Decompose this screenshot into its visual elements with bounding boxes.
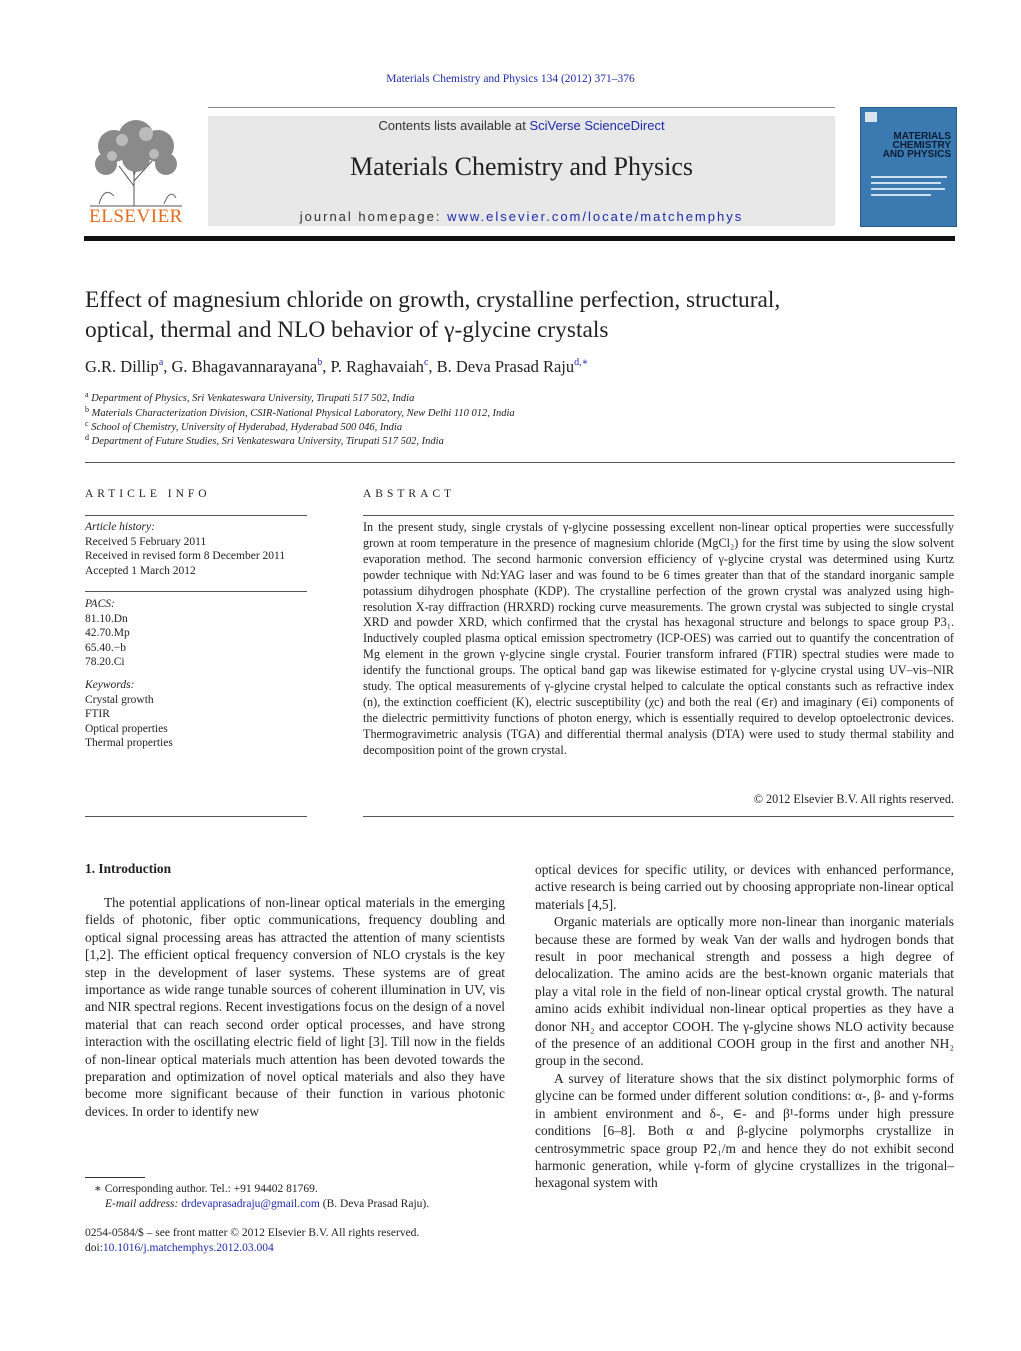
- affiliation-text: Materials Characterization Division, CSIR-National Physical Laboratory, New Delhi 110 012, India: [91, 408, 515, 419]
- history-item: Received 5 February 2011: [85, 535, 207, 548]
- author-name: G.R. Dillip: [85, 357, 159, 376]
- keywords-heading: Keywords:: [85, 679, 135, 691]
- header-thick-rule: [84, 236, 955, 241]
- elsevier-wordmark: ELSEVIER: [89, 206, 183, 227]
- cover-title: MATERIALS CHEMISTRY AND PHYSICS: [882, 131, 951, 160]
- journal-cover-thumbnail[interactable]: [860, 107, 957, 227]
- abstract-copyright: © 2012 Elsevier B.V. All rights reserved.: [753, 792, 954, 806]
- abstract-text: In the present study, single crystals of γ-glycine possessing excellent non-linear optical properties were successfully grown at room temperature in the presence of magnesium chloride (MgCl₂) for the first time by using the slow solvent evaporation method. The second harmonic conversion efficiency of γ-glycine crystal was determined using Kurtz powder technique with Nd:YAG laser and was found to be 6 times greater than that of the standard inorganic sample potassium dihydrogen phosphate (KDP). The crystalline perfection of the grown crystal was analyzed using high-resolution X-ray diffraction (HRXRD) rocking curve measurements. The grown crystal was subjected to single crystal XRD and powder XRD, which confirmed that the crystal has hexagonal structure and belongs to space group P3₁. Inductively coupled plasma optical emission spectrometry (ICP-OES) was carried out to quantify the concentration of Mg element in the grown γ-glycine single crystal. Fourier transform infrared (FTIR) spectral studies were made to identify the functional groups. The optical band gap was likewise estimated for γ-glycine crystal using UV–vis–NIR study. The optical measurements of γ-glycine crystal helped to calculate the optical constants such as refractive index (n), the extinction coefficient (K), electric susceptibility (χc) and both the real (∈r) and imaginary (∈i) components of the dielectric permittivity functions of photon energy, which is essentially required to develop optoelectronic devices. Thermogravimetric analysis (TGA) and differential thermal analysis (DTA) were used to study thermal stability and decomposition point of the grown crystal.: [363, 520, 954, 757]
- pacs-code: 65.40.−b: [85, 641, 126, 654]
- cover-line: [871, 182, 941, 184]
- abstract-rule: [363, 816, 954, 817]
- email-note: [105, 1197, 545, 1212]
- pacs-block: [85, 597, 307, 670]
- paragraph: The potential applications of non-linear optical materials in the emerging fields of photonic, fiber optic communications, frequency doubling and optical signal processing areas has attracted the attention of many scientists [1,2]. The efficient optical frequency conversion of NLO crystals is the key step in the development of laser systems. These systems are of great importance as wide range tunable sources of coherent illumination in UV, vis and NIR spectral regions. Recent investigations focus on the design of a novel material that can reach second order optical processes, and have strong interaction with the oscillating electric field of light [3]. Till now in the fields of non-linear optical materials much attention has been devoted towards the preparation and optimization of novel optical materials and also they have become more significant because of their function in various photonic devices. In order to identify new: [85, 895, 505, 1119]
- keyword: Optical properties: [85, 722, 168, 735]
- contents-line: [208, 118, 835, 133]
- keywords-block: [85, 678, 307, 751]
- email-suffix: (B. Deva Prasad Raju).: [319, 1198, 430, 1210]
- email-label: E-mail address:: [105, 1198, 182, 1210]
- journal-citation[interactable]: Materials Chemistry and Physics 134 (2012) 371–376: [386, 73, 635, 85]
- journal-name[interactable]: Materials Chemistry and Physics: [349, 152, 693, 181]
- affiliation-marker: c: [85, 419, 89, 428]
- section-divider: [85, 462, 955, 463]
- article-history: [85, 520, 307, 578]
- article-info-rule: [85, 591, 307, 592]
- footnote-rule: [85, 1177, 145, 1178]
- keyword: Thermal properties: [85, 737, 173, 749]
- keyword: FTIR: [85, 708, 110, 720]
- homepage-prefix: journal homepage:: [299, 209, 448, 224]
- pacs-code: 78.20.Ci: [85, 656, 125, 668]
- paragraph: A survey of literature shows that the six distinct polymorphic forms of glycine can be formed under different solution conditions: α-, β- and γ-forms in ambient environment and δ-, ∈- and β¹-forms under high pressure conditions [6–8]. Both α and β-glycine polymorphs crystallize in centrosymmetric space group P2₁/m and hence they do not exhibit second harmonic generation, while γ-form of glycine crystallizes in the trigonal–hexagonal system with: [535, 1070, 954, 1191]
- article-info-heading: ARTICLE INFO: [85, 488, 211, 500]
- article-info-rule: [85, 816, 307, 817]
- article-title: [85, 285, 955, 345]
- affiliation-marker: b: [85, 405, 89, 414]
- history-item: Accepted 1 March 2012: [85, 564, 196, 577]
- pacs-heading: PACS:: [85, 598, 115, 610]
- abstract-rule: [363, 515, 954, 516]
- affiliation: [85, 390, 955, 404]
- affiliation-marker: d: [85, 433, 89, 442]
- affiliation-marker: a: [85, 390, 89, 399]
- header-rule: [208, 107, 835, 108]
- affiliation: [85, 433, 955, 447]
- author-name: G. Bhagavannarayana: [171, 357, 318, 376]
- homepage-link[interactable]: www.elsevier.com/locate/matchemphys: [447, 209, 744, 224]
- doi-line: [85, 1241, 525, 1256]
- paragraph: optical devices for specific utility, or devices with enhanced performance, active research is being carried out by choosing appropriate non-linear optical materials [4,5].: [535, 862, 954, 912]
- sciencedirect-link[interactable]: SciVerse ScienceDirect: [529, 118, 665, 133]
- paragraph: Organic materials are optically more non-linear than inorganic materials because these are formed by weak Van der walls and hydrogen bonds that result in poor mechanical strength and possess a high degree of delocalization. The amino acids are the best-known organic materials that play a vital role in the field of non-linear optical crystal growth. The natural amino acids exhibit individual non-linear optical properties as they have a donor NH₂ and acceptor COOH. The γ-glycine shows NLO activity because of the presence of an additional COOH group in the first and another NH₂ group in the second.: [535, 914, 954, 1069]
- body-column-right: [535, 861, 954, 1192]
- abstract-heading: ABSTRACT: [363, 488, 456, 500]
- cover-line: [871, 194, 931, 196]
- doi-prefix: doi:: [85, 1242, 103, 1254]
- doi-link[interactable]: 10.1016/j.matchemphys.2012.03.004: [102, 1242, 274, 1254]
- email-link[interactable]: drdevaprasadraju@gmail.com: [181, 1198, 320, 1210]
- author-affiliation-link[interactable]: c: [423, 357, 429, 368]
- issn-line: 0254-0584/$ – see front matter © 2012 Elsevier B.V. All rights reserved.: [85, 1227, 420, 1239]
- contents-prefix: Contents lists available at: [378, 118, 530, 133]
- pacs-code: 42.70.Mp: [85, 627, 130, 639]
- history-item: Received in revised form 8 December 2011: [85, 550, 286, 562]
- corresponding-author-note: ∗ Corresponding author. Tel.: +91 94402 81769.: [94, 1183, 318, 1195]
- article-info-rule: [85, 515, 307, 516]
- body-column-left: [85, 894, 505, 1120]
- cover-line: [871, 176, 947, 178]
- cover-line: [871, 188, 945, 190]
- author-name: B. Deva Prasad Raju: [436, 357, 575, 376]
- affiliation: [85, 419, 955, 433]
- homepage-line: [208, 209, 835, 224]
- affiliation: [85, 405, 955, 419]
- pacs-code: 81.10.Dn: [85, 612, 128, 625]
- author-affiliation-link[interactable]: a: [158, 357, 164, 368]
- affiliation-text: School of Chemistry, University of Hyderabad, Hyderabad 500 046, India: [91, 422, 403, 433]
- introduction-heading: 1. Introduction: [85, 861, 172, 876]
- affiliation-text: Department of Future Studies, Sri Venkateswara University, Tirupati 517 502, India: [91, 436, 444, 447]
- journal-header-box: [208, 116, 835, 226]
- affiliation-text: Department of Physics, Sri Venkateswara University, Tirupati 517 502, India: [91, 393, 415, 404]
- author-affiliation-link[interactable]: b: [317, 357, 323, 368]
- cover-logo-mark: [865, 112, 877, 122]
- author-name: P. Raghavaiah: [330, 357, 424, 376]
- keyword: Crystal growth: [85, 693, 154, 706]
- history-heading: Article history:: [85, 521, 155, 533]
- author-list: G.R. Dillip$^a$, G. Bhagavannarayana$^b$, P. Raghavaiah$^c$, B. Deva Prasad Raju$^{d,∗}$: [85, 357, 589, 376]
- author-affiliation-link[interactable]: d,∗: [574, 357, 589, 368]
- title-line-1: Effect of magnesium chloride on growth, crystalline perfection, structural,: [85, 287, 781, 313]
- title-line-2: optical, thermal and NLO behavior of γ-glycine crystals: [85, 317, 609, 343]
